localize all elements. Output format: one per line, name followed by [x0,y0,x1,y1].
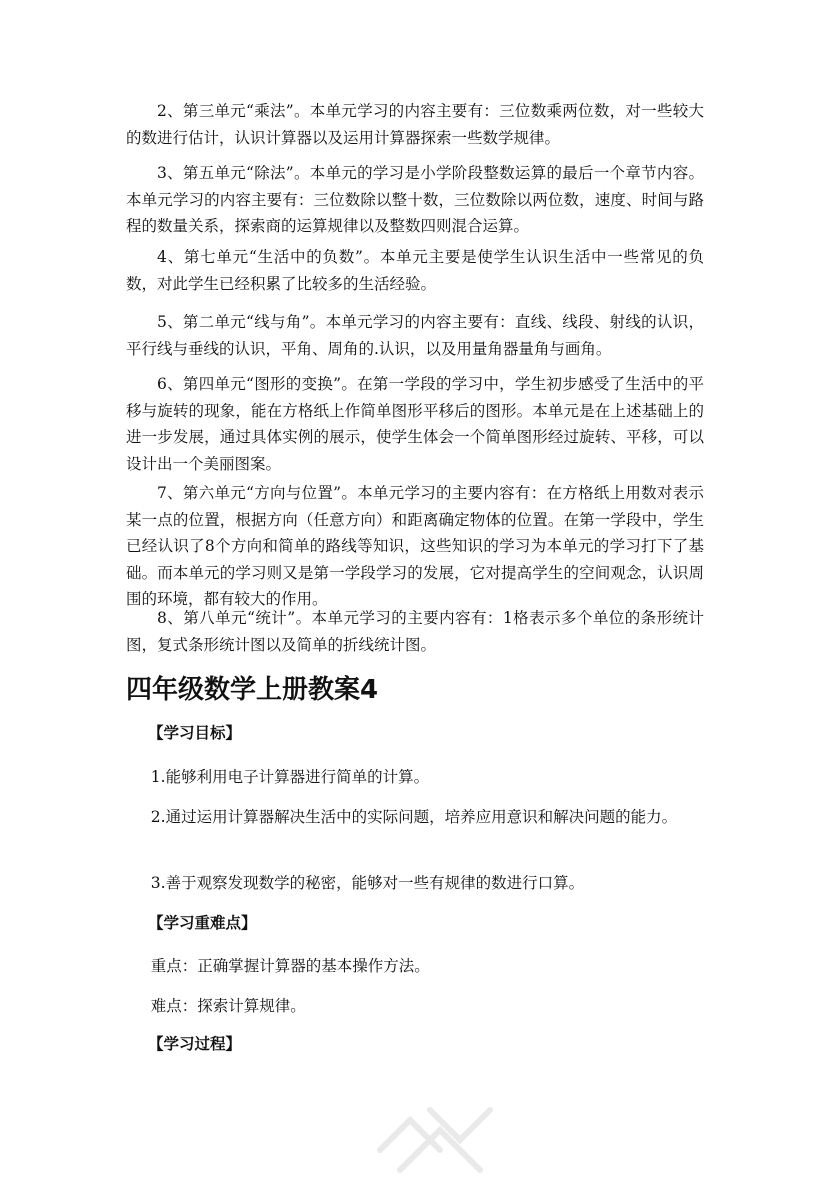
paragraph-unit-8: 8、第八单元“统计”。本单元学习的主要内容有：1格表示多个单位的条形统计图，复式条形统计图以及简单的折线统计图。 [126,609,704,654]
key-point-text: 重点：正确掌握计算器的基本操作方法。 [150,957,430,975]
paragraph-unit-5: 3、第五单元“除法”。本单元的学习是小学阶段整数运算的最后一个章节内容。本单元学习的内容主要有：三位数除以整十数，三位数除以两位数，速度、时间与路程的数量关系，探索商的运算规律以及整数四则混合运算。 [126,164,704,235]
paragraph-unit-3: 2、第三单元“乘法”。本单元学习的内容主要有：三位数乘两位数，对一些较大的数进行估计，认识计算器以及运用计算器探索一些数学规律。 [126,102,704,147]
goals-heading: 【学习目标】 [148,723,242,742]
difficult-point-text: 难点：探索计算规律。 [150,997,306,1015]
paragraph-unit-6: 7、第六单元“方向与位置”。本单元学习的主要内容有：在方格纸上用数对表示某一点的位置，根据方向（任意方向）和距离确定物体的位置。在第一学段中，学生已经认识了8个方向和简单的路线等知识，这些知识的学习为本单元的学习打下了基础。而本单元的学习则又是第一学段学习的发展，它对提高学生的空间观念，认识周围的环境，都有较大的作用。 [126,484,704,608]
watermark-logo [370,1090,510,1180]
key-points-heading: 【学习重难点】 [148,913,257,932]
goal-item-1: 1.能够利用电子计算器进行简单的计算。 [150,768,430,786]
goal-item-3: 3.善于观察发现数学的秘密，能够对一些有规律的数进行口算。 [150,874,585,892]
section-title: 四年级数学上册教案4 [126,675,379,705]
paragraph-unit-4: 6、第四单元“图形的变换”。在第一学段的学习中，学生初步感受了生活中的平移与旋转的现象，能在方格纸上作简单图形平移后的图形。本单元是在上述基础上的进一步发展，通过具体实例的展示，使学生体会一个简单图形经过旋转、平移，可以设计出一个美丽图案。 [126,375,704,473]
process-heading: 【学习过程】 [148,1034,242,1053]
paragraph-unit-7: 4、第七单元“生活中的负数”。本单元主要是使学生认识生活中一些常见的负数，对此学生已经积累了比较多的生活经验。 [126,248,704,293]
goal-item-2: 2.通过运用计算器解决生活中的实际问题，培养应用意识和解决问题的能力。 [150,808,678,826]
paragraph-unit-2: 5、第二单元“线与角”。本单元学习的内容主要有：直线、线段、射线的认识，平行线与垂线的认识，平角、周角的.认识，以及用量角器量角与画角。 [126,313,704,358]
